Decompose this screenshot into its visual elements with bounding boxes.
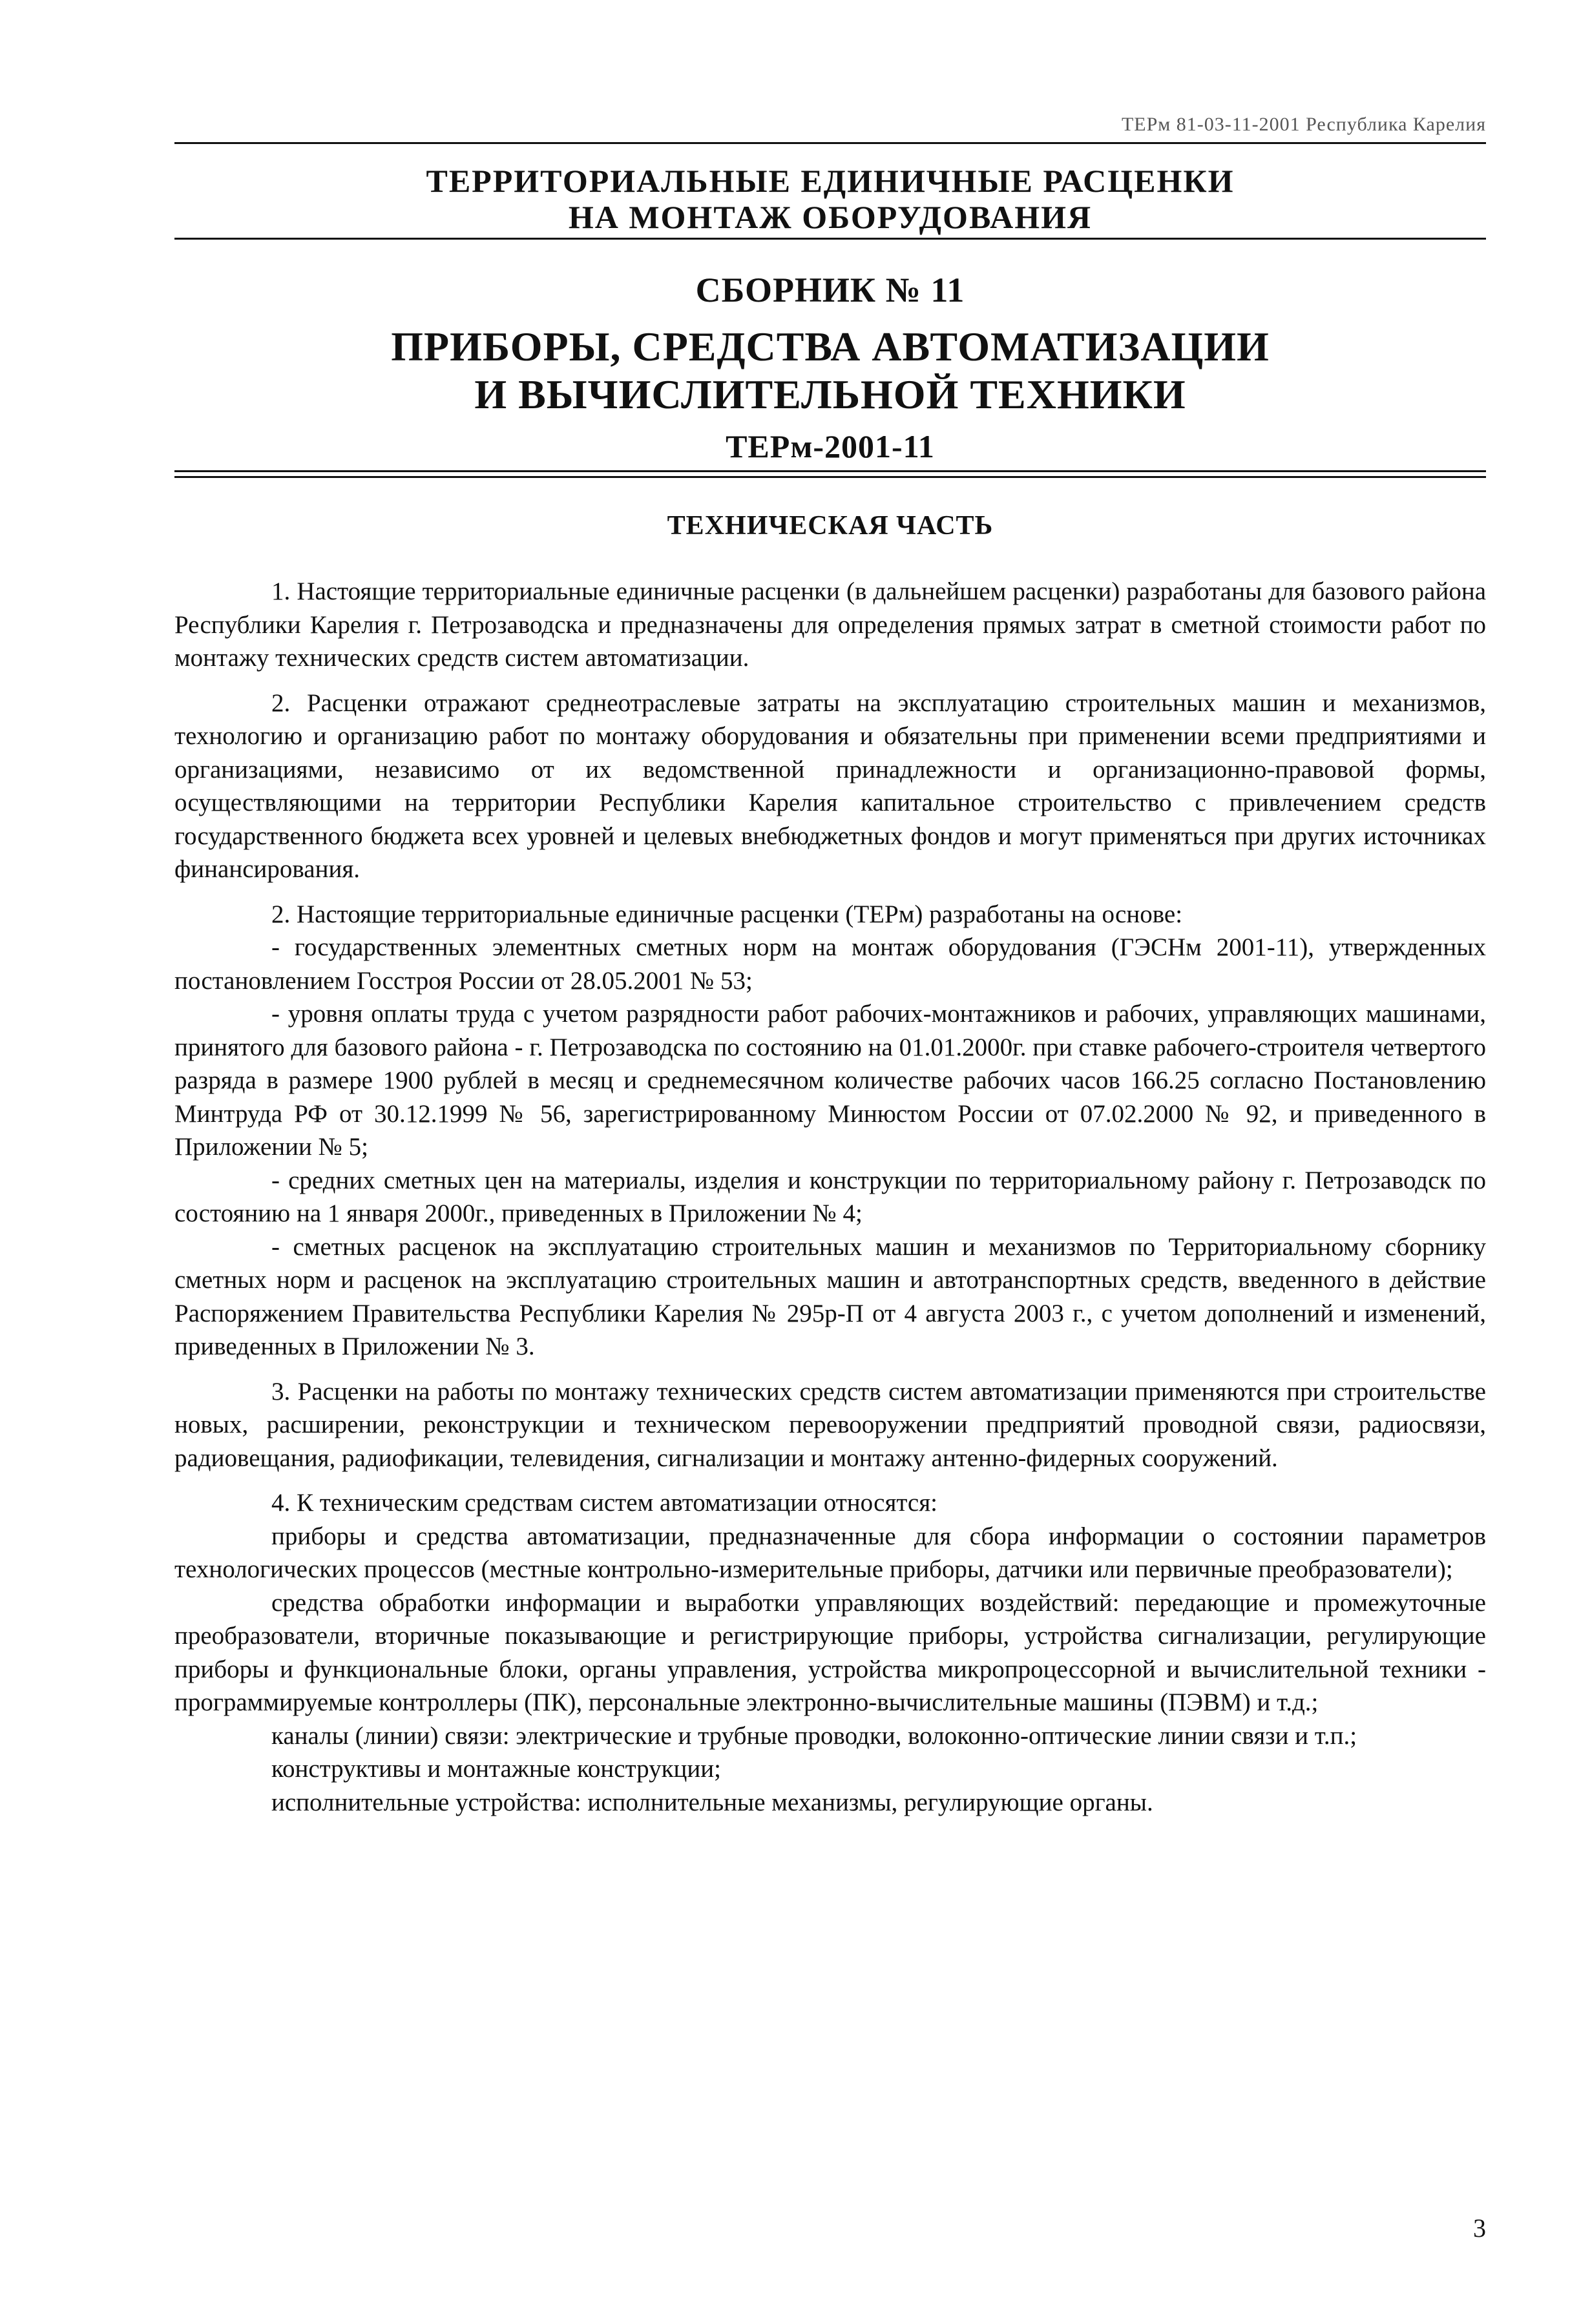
title-rule [174,238,1486,240]
paragraph-3-item-4: - сметных расценок на эксплуатацию строительных машин и механизмов по Территориальному сборнику сметных норм и расценок на эксплуатацию строительных машин и автотранспортных средств, введенного в действие Распоряжением Правительства Республики Карелия № 295р-П от 4 августа 2003 г., с учетом дополнений и изменений, приведенных в Приложении № 3. [174,1232,1486,1360]
running-header: ТЕРм 81-03-11-2001 Республика Карелия [1121,114,1486,135]
collection-subject [174,323,1486,419]
paragraph-5-item-5: исполнительные устройства: исполнительные механизмы, регулирующие органы. [271,1788,1153,1816]
paragraph-3-item-2: - уровня оплаты труда с учетом разрядности работ рабочих-монтажников и рабочих, управляющих машинами, принятого для базового района - г. Петрозаводска по состоянию на 01.01.2000г. при ставке рабочего-строителя четвертого разряда в размере 1900 рублей в месяц и среднемесячном количестве рабочих часов 166.25 согласно Постановлению Минтруда РФ от 30.12.1999 № 56, зарегистрированному Минюстом России от 07.02.2000 № 92, и приведенного в Приложении № 5; [174,1000,1486,1161]
collection-number: СБОРНИК № 11 [695,271,965,309]
paragraph-4: 3. Расценки на работы по монтажу технических средств систем автоматизации применяются при строительстве новых, расширении, реконструкции и техническом перевооружении предприятий проводной связи, радиосвязи, радиовещания, радиофикации, телевидения, сигнализации и монтажу антенно-фидерных сооружений. [174,1377,1486,1472]
collection-subject-line-2: И ВЫЧИСЛИТЕЛЬНОЙ ТЕХНИКИ [474,371,1186,417]
paragraph-5-item-2: средства обработки информации и выработки управляющих воздействий: передающие и промежуточные преобразователи, вторичные показывающие и регистрирующие приборы, устройства сигнализации, регулирующие приборы и функциональные блоки, органы управления, устройства микропроцессорной и вычислительной техники - программируемые контроллеры (ПК), персональные электронно-вычислительные машины (ПЭВМ) и т.д.; [174,1588,1486,1716]
paragraph-3-item-3: - средних сметных цен на материалы, изделия и конструкции по территориальному району г. Петрозаводск по состоянию на 1 января 2000г., приведенных в Приложении № 4; [174,1166,1486,1227]
paragraph-2: 2. Расценки отражают среднеотраслевые затраты на эксплуатацию строительных машин и механизмов, технологию и организацию работ по монтажу оборудования и обязательны при применении всеми предприятиями и организациями, независимо от их ведомственной принадлежности и организационно-правовой формы, осуществляющими на территории Республики Карелия капитальное строительство с привлечением средств государственного бюджета всех уровней и целевых внебюджетных фондов и могут применяться при других источниках финансирования. [174,689,1486,883]
page-number: 3 [1473,2214,1486,2243]
code-double-rule [174,470,1486,478]
paragraph-5-intro: 4. К техническим средствам систем автоматизации относятся: [271,1489,937,1517]
document-title [174,163,1486,235]
paragraph-5-item-1: приборы и средства автоматизации, предназначенные для сбора информации о состоянии параметров технологических процессов (местные контрольно-измерительные приборы, датчики или первичные преобразователи); [174,1522,1486,1583]
document-title-line-1: ТЕРРИТОРИАЛЬНЫЕ ЕДИНИЧНЫЕ РАСЦЕНКИ [426,163,1235,199]
document-code: ТЕРм-2001-11 [726,428,935,464]
document-page [174,0,1486,2324]
paragraph-3-item-1: - государственных элементных сметных норм на монтаж оборудования (ГЭСНм 2001-11), утвержденных постановлением Госстроя России от 28.05.2001 № 53; [174,933,1486,995]
collection-subject-line-1: ПРИБОРЫ, СРЕДСТВА АВТОМАТИЗАЦИИ [391,324,1270,369]
body-text [174,575,1486,1819]
paragraph-5-item-3: каналы (линии) связи: электрические и трубные проводки, волоконно-оптические линии связи и т.п.; [271,1721,1357,1750]
paragraph-1: 1. Настоящие территориальные единичные расценки (в дальнейшем расценки) разработаны для базового района Республики Карелия г. Петрозаводска и предназначены для определения прямых затрат в сметной стоимости работ по монтажу технических средств систем автоматизации. [174,577,1486,672]
document-title-line-2: НА МОНТАЖ ОБОРУДОВАНИЯ [568,199,1093,235]
header-rule [174,142,1486,144]
paragraph-3-intro: 2. Настоящие территориальные единичные расценки (ТЕРм) разработаны на основе: [271,900,1183,928]
section-title: ТЕХНИЧЕСКАЯ ЧАСТЬ [667,511,994,541]
paragraph-5-item-4: конструктивы и монтажные конструкции; [271,1755,722,1783]
